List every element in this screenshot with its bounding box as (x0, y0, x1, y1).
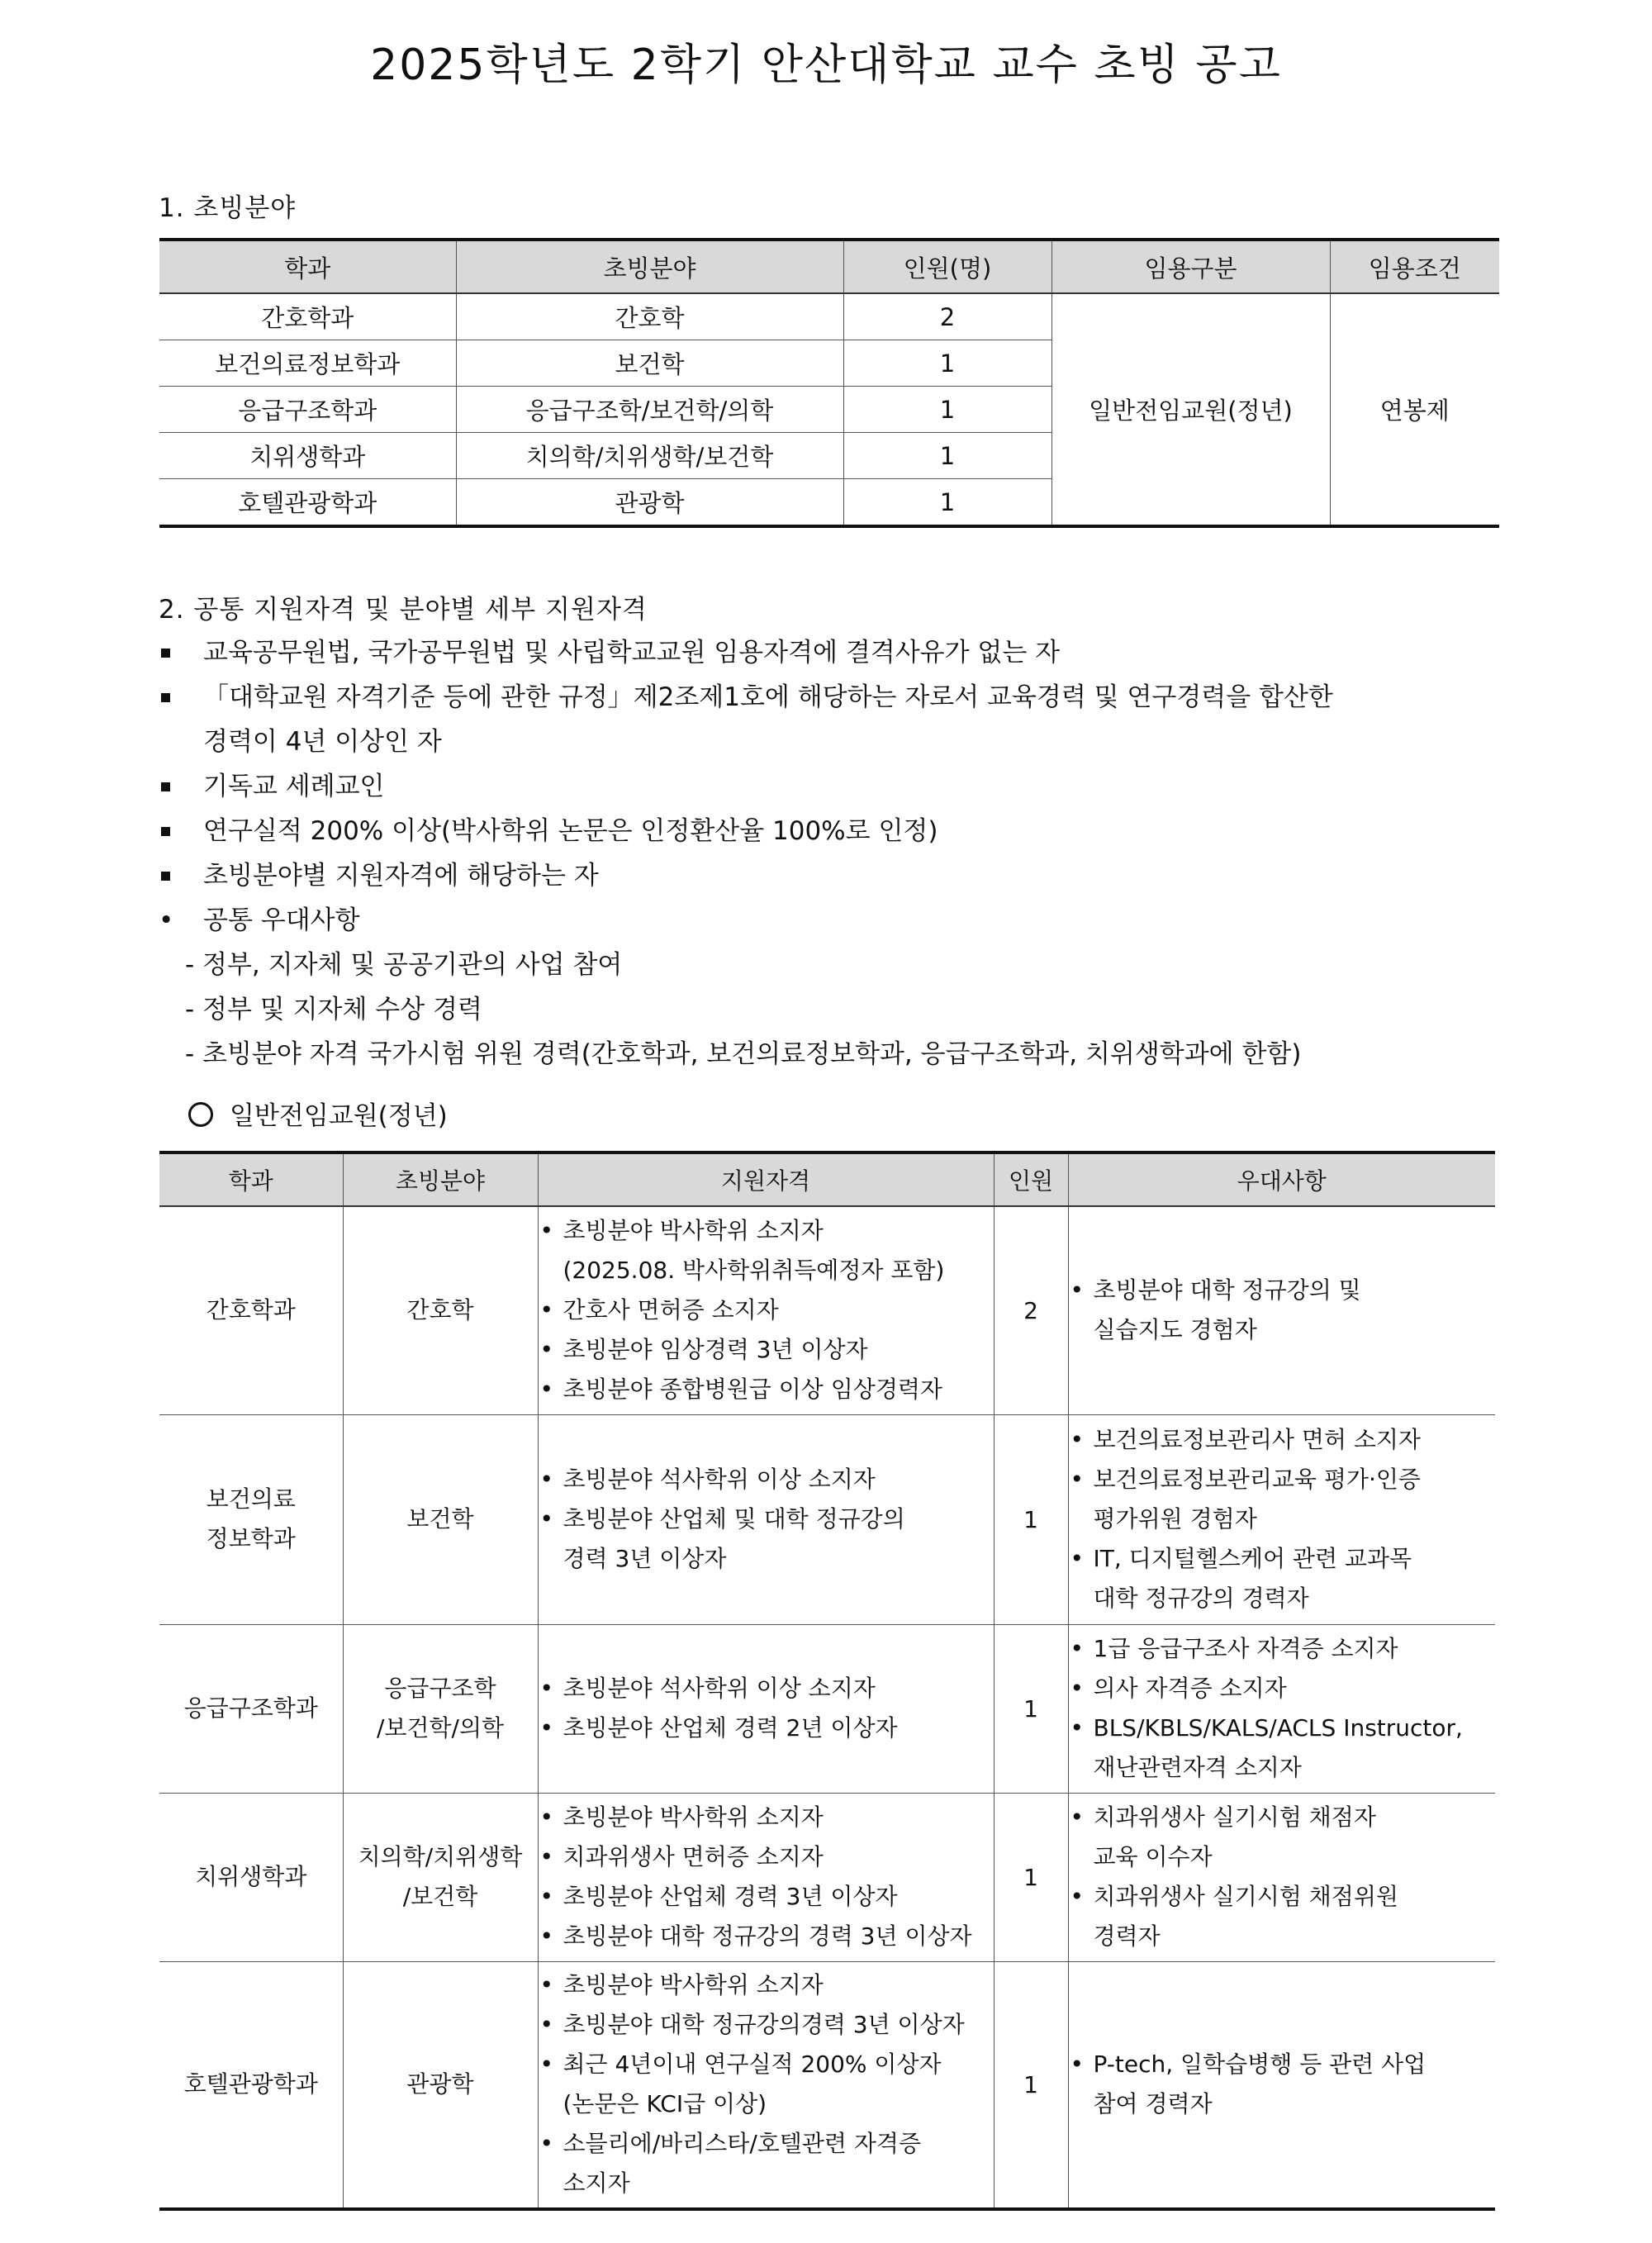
count-cell: 1 (994, 1624, 1068, 1793)
dash-item: - 정부 및 지자체 수상 경력 (185, 995, 482, 1024)
table-row (159, 1793, 1495, 1961)
count-cell: 1 (994, 1961, 1068, 2209)
page-title: 2025학년도 2학기 안산대학교 교수 초빙 공고 (370, 40, 1282, 90)
appointment-subheading: 일반전임교원(정년) (188, 1095, 448, 1132)
field-cell: 응급구조학 /보건학/의학 (343, 1624, 538, 1793)
header-cell: 임용구분 (1051, 240, 1330, 293)
count-cell: 1 (994, 1793, 1068, 1961)
appointment-condition-cell: 연봉제 (1330, 293, 1499, 526)
qualification-cell: • 초빙분야 박사학위 소지자 • 치과위생사 면허증 소지자 • 초빙분야 산업체 경력 3년 이상자 • 초빙분야 대학 정규강의 경력 3년 이상자 (538, 1793, 994, 1961)
table-row (159, 1206, 1495, 1414)
square-bullet-icon (161, 827, 170, 836)
dash-item: - 초빙분야 자격 국가시험 위원 경력(간호학과, 보건의료정보학과, 응급구조학과, 치위생학과에 한함) (185, 1039, 1302, 1069)
list-item: 초빙분야별 지원자격에 해당하는 자 (159, 853, 1505, 898)
count-cell: 1 (843, 340, 1051, 387)
header-cell: 초빙분야 (343, 1152, 538, 1206)
section2-heading: 2. 공통 지원자격 및 분야별 세부 지원자격 (159, 595, 648, 625)
dept-cell: 간호학과 (159, 293, 456, 340)
dept-cell: 보건의료 정보학과 (159, 1414, 343, 1624)
bullet-icon: • (159, 905, 174, 935)
header-cell: 학과 (159, 1152, 343, 1206)
preference-cell: • 초빙분야 대학 정규강의 및 실습지도 경험자 (1068, 1206, 1495, 1414)
field-cell: 치의학/치위생학 /보건학 (343, 1793, 538, 1961)
qualification-list (159, 630, 1505, 1076)
dept-cell: 치위생학과 (159, 1793, 343, 1961)
header-cell: 임용조건 (1330, 240, 1499, 293)
field-cell: 간호학 (456, 293, 843, 340)
count-cell: 1 (843, 479, 1051, 527)
preference-cell: • 보건의료정보관리사 면허 소지자 • 보건의료정보관리교육 평가·인증 평가위원 경험자 • IT, 디지털헬스케어 관련 교과목 대학 정규강의 경력자 (1068, 1414, 1495, 1624)
circle-bullet-icon (188, 1102, 213, 1127)
header-cell: 인원(명) (843, 240, 1051, 293)
table-header-row (159, 1152, 1495, 1206)
square-bullet-icon (161, 649, 170, 658)
header-cell: 지원자격 (538, 1152, 994, 1206)
dept-cell: 간호학과 (159, 1206, 343, 1414)
dept-cell: 치위생학과 (159, 433, 456, 479)
count-cell: 1 (994, 1414, 1068, 1624)
list-item-continuation: 경력이 4년 이상인 자 (203, 727, 442, 757)
square-bullet-icon (161, 782, 170, 791)
field-cell: 보건학 (343, 1414, 538, 1624)
detail-qualification-table (159, 1151, 1495, 2211)
qualification-cell: • 초빙분야 석사학위 이상 소지자 • 초빙분야 산업체 경력 2년 이상자 (538, 1624, 994, 1793)
field-cell: 보건학 (456, 340, 843, 387)
dash-item: - 정부, 지자체 및 공공기관의 사업 참여 (185, 950, 623, 980)
dept-cell: 호텔관광학과 (159, 1961, 343, 2209)
table-row (159, 1961, 1495, 2209)
table-row (159, 1414, 1495, 1624)
count-cell: 2 (843, 293, 1051, 340)
header-cell: 초빙분야 (456, 240, 843, 293)
square-bullet-icon (161, 872, 170, 881)
table-row (159, 1624, 1495, 1793)
qualification-cell: • 초빙분야 박사학위 소지자 • 초빙분야 대학 정규강의경력 3년 이상자 • 최근 4년이내 연구실적 200% 이상자 (논문은 KCI급 이상) • 소믈리에/바리스타/호텔관련 자격증 소지자 (538, 1961, 994, 2209)
dept-cell: 응급구조학과 (159, 387, 456, 433)
appointment-type-cell: 일반전임교원(정년) (1051, 293, 1330, 526)
list-item: 「대학교원 자격기준 등에 관한 규정」제2조제1호에 해당하는 자로서 교육경력 및 연구경력을 합산한 (159, 675, 1505, 720)
field-cell: 치의학/치위생학/보건학 (456, 433, 843, 479)
field-cell: 관광학 (456, 479, 843, 527)
square-bullet-icon (161, 693, 170, 702)
preference-cell: • P-tech, 일학습병행 등 관련 사업 참여 경력자 (1068, 1961, 1495, 2209)
qualification-cell: • 초빙분야 박사학위 소지자 (2025.08. 박사학위취득예정자 포함) • 간호사 면허증 소지자 • 초빙분야 임상경력 3년 이상자 • 초빙분야 종합병원급 이상 임상경력자 (538, 1206, 994, 1414)
dept-cell: 응급구조학과 (159, 1624, 343, 1793)
list-item: 교육공무원법, 국가공무원법 및 사립학교교원 임용자격에 결격사유가 없는 자 (159, 630, 1505, 675)
qualification-cell: • 초빙분야 석사학위 이상 소지자 • 초빙분야 산업체 및 대학 정규강의 경력 3년 이상자 (538, 1414, 994, 1624)
count-cell: 2 (994, 1206, 1068, 1414)
list-item: • 공통 우대사항 (159, 898, 1505, 943)
field-cell: 간호학 (343, 1206, 538, 1414)
count-cell: 1 (843, 387, 1051, 433)
list-item: 기독교 세례교인 (159, 764, 1505, 809)
header-cell: 인원 (994, 1152, 1068, 1206)
count-cell: 1 (843, 433, 1051, 479)
field-cell: 관광학 (343, 1961, 538, 2209)
header-cell: 우대사항 (1068, 1152, 1495, 1206)
table-header-row (159, 240, 1499, 293)
preference-cell: • 치과위생사 실기시험 채점자 교육 이수자 • 치과위생사 실기시험 채점위원 경력자 (1068, 1793, 1495, 1961)
recruitment-field-table (159, 238, 1499, 528)
field-cell: 응급구조학/보건학/의학 (456, 387, 843, 433)
header-cell: 학과 (159, 240, 456, 293)
table-row (159, 293, 1499, 340)
dept-cell: 호텔관광학과 (159, 479, 456, 527)
list-item: 연구실적 200% 이상(박사학위 논문은 인정환산율 100%로 인정) (159, 809, 1505, 853)
section1-heading: 1. 초빙분야 (159, 193, 297, 223)
preference-cell: • 1급 응급구조사 자격증 소지자 • 의사 자격증 소지자 • BLS/KBLS/KALS/ACLS Instructor, 재난관련자격 소지자 (1068, 1624, 1495, 1793)
dept-cell: 보건의료정보학과 (159, 340, 456, 387)
